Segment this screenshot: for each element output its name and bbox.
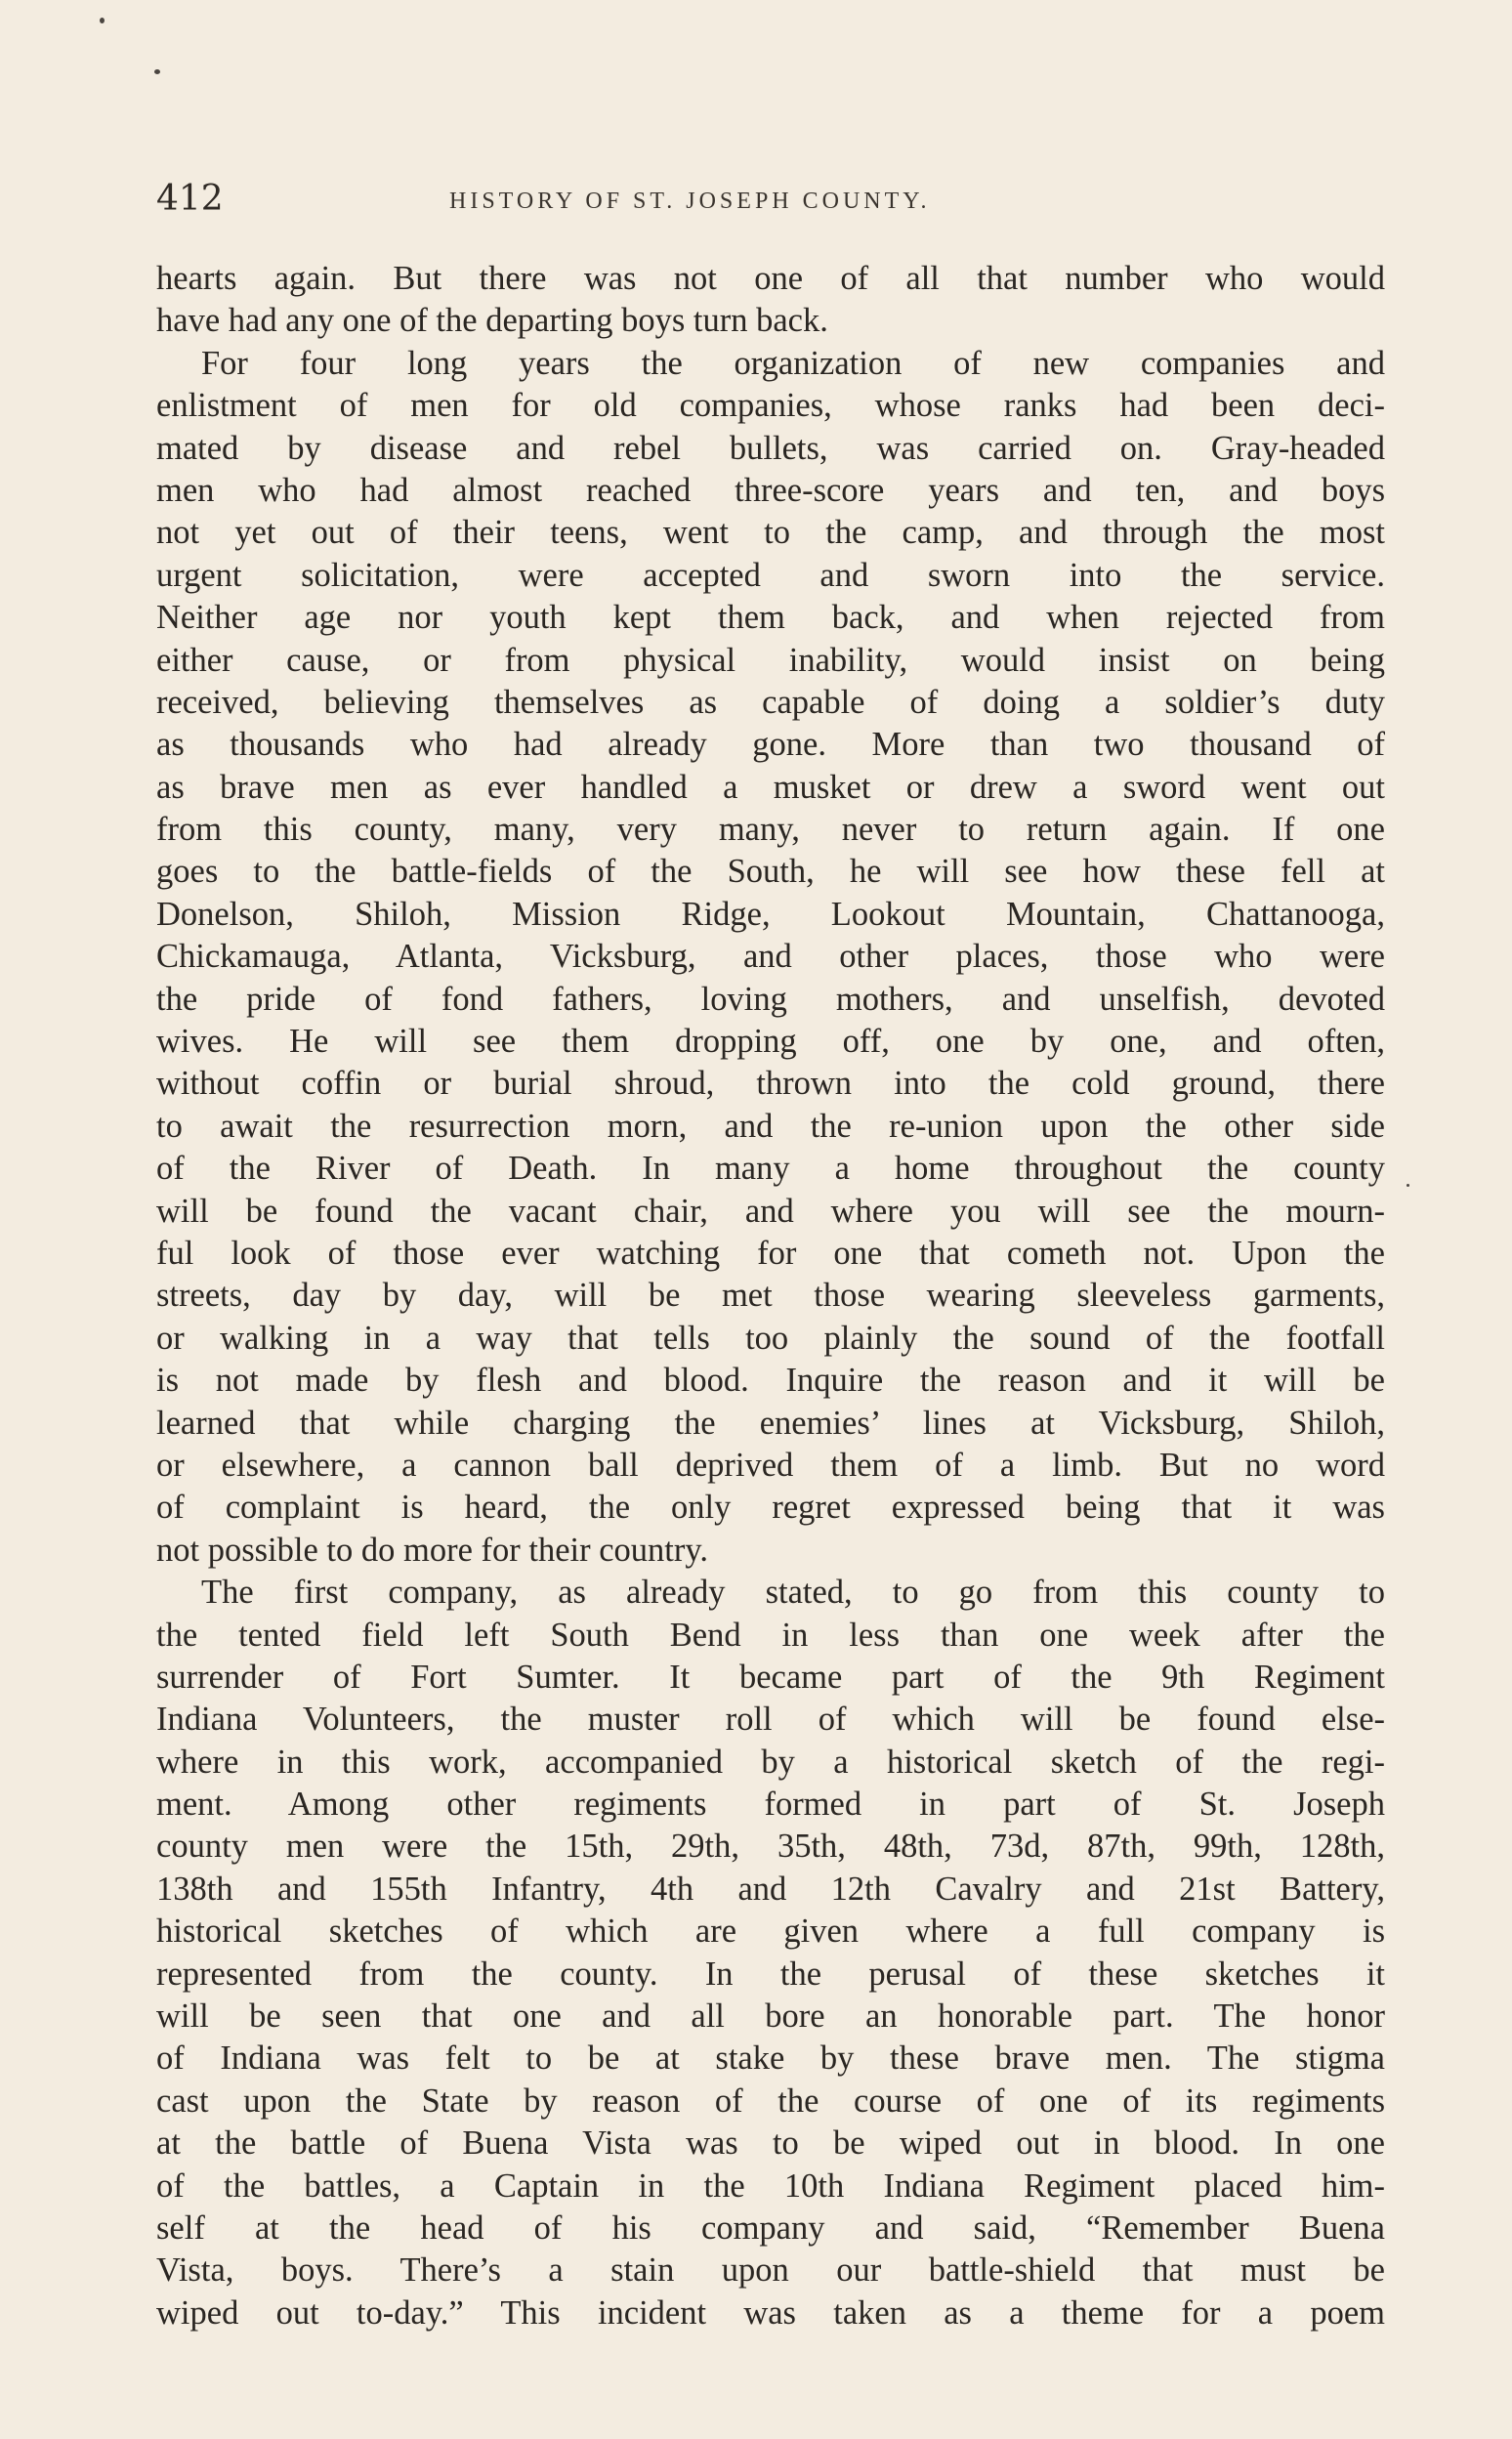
text-line: wiped out to-day.” This incident was taken as a theme for a poem (156, 2293, 1385, 2332)
text-line: Donelson, Shiloh, Mission Ridge, Lookout Mountain, Chattanooga, (156, 895, 1385, 933)
text-line: men who had almost reached three-score years and ten, and boys (156, 471, 1385, 509)
text-line: of complaint is heard, the only regret expressed being that it was (156, 1489, 1385, 1527)
text-line: mated by disease and rebel bullets, was carried on. Gray-headed (156, 429, 1385, 467)
ink-speck (154, 69, 160, 74)
text-line: historical sketches of which are given where a full company is (156, 1913, 1385, 1951)
text-line: goes to the battle-fields of the South, he will see how these fell at (156, 853, 1385, 891)
text-line: represented from the county. In the perusal of these sketches it (156, 1955, 1385, 1993)
text-line: The first company, as already stated, to go from this county to (201, 1574, 1385, 1612)
text-line: received, believing themselves as capable of doing a soldier’s duty (156, 683, 1385, 721)
text-line: the pride of fond fathers, loving mothers, and unselfish, devoted (156, 980, 1385, 1018)
running-title: HISTORY OF ST. JOSEPH COUNTY. (449, 189, 931, 214)
text-line: as brave men as ever handled a musket or drew a sword went out (156, 768, 1385, 806)
text-line: is not made by flesh and blood. Inquire the reason and it will be (156, 1362, 1385, 1400)
text-line: cast upon the State by reason of the course of one of its regiments (156, 2082, 1385, 2120)
paragraph (156, 258, 1385, 343)
text-line: hearts again. But there was not one of all that number who would (156, 260, 1385, 297)
text-line: self at the head of his company and said, “Remember Buena (156, 2208, 1385, 2247)
text-line: Chickamauga, Atlanta, Vicksburg, and other places, those who were (156, 938, 1385, 976)
text-line: the tented field left South Bend in less than one week after the (156, 1616, 1385, 1654)
ink-speck (100, 18, 105, 23)
text-line: will be found the vacant chair, and where you will see the mourn- (156, 1192, 1385, 1230)
text-line: of the battles, a Captain in the 10th Indiana Regiment placed him- (156, 2166, 1385, 2205)
text-line: of the River of Death. In many a home throughout the county (156, 1150, 1385, 1188)
text-line: or elsewhere, a cannon ball deprived them of a limb. But no word (156, 1446, 1385, 1484)
text-line: Vista, boys. There’s a stain upon our battle-shield that must be (156, 2251, 1385, 2290)
ink-speck (1407, 1184, 1409, 1187)
text-line: of Indiana was felt to be at stake by these brave men. The stigma (156, 2040, 1385, 2078)
text-line: learned that while charging the enemies’ lines at Vicksburg, Shiloh, (156, 1404, 1385, 1442)
text-line: enlistment of men for old companies, whose ranks had been deci- (156, 387, 1385, 425)
text-line: from this county, many, very many, never to return again. If one (156, 811, 1385, 849)
text-line: ful look of those ever watching for one that cometh not. Upon the (156, 1234, 1385, 1272)
text-line: to await the resurrection morn, and the re-union upon the other side (156, 1107, 1385, 1145)
text-line: will be seen that one and all bore an honorable part. The honor (156, 1997, 1385, 2036)
text-line: either cause, or from physical inability, would insist on being (156, 641, 1385, 679)
text-line: at the battle of Buena Vista was to be wiped out in blood. In one (156, 2124, 1385, 2163)
text-line: urgent solicitation, were accepted and sworn into the service. (156, 556, 1385, 594)
text-line: Indiana Volunteers, the muster roll of which will be found else- (156, 1701, 1385, 1739)
text-line: where in this work, accompanied by a historical sketch of the regi- (156, 1743, 1385, 1781)
paragraph (156, 1572, 1385, 2334)
running-head (156, 179, 1379, 222)
text-line: not possible to do more for their country. (156, 1531, 708, 1569)
paragraph (156, 343, 1385, 1572)
text-line: For four long years the organization of new companies and (201, 344, 1385, 382)
text-line: ment. Among other regiments formed in part of St. Joseph (156, 1786, 1385, 1824)
text-line: surrender of Fort Sumter. It became part of the 9th Regiment (156, 1658, 1385, 1696)
text-line: wives. He will see them dropping off, one by one, and often, (156, 1023, 1385, 1061)
text-line: have had any one of the departing boys turn back. (156, 302, 828, 340)
page-number: 412 (156, 179, 224, 219)
text-line: or walking in a way that tells too plainly the sound of the footfall (156, 1319, 1385, 1357)
text-line: Neither age nor youth kept them back, and when rejected from (156, 599, 1385, 637)
text-line: not yet out of their teens, went to the camp, and through the most (156, 514, 1385, 552)
text-line: without coffin or burial shroud, thrown into the cold ground, there (156, 1065, 1385, 1103)
text-line: 138th and 155th Infantry, 4th and 12th Cavalry and 21st Battery, (156, 1870, 1385, 1908)
text-line: county men were the 15th, 29th, 35th, 48th, 73d, 87th, 99th, 128th, (156, 1828, 1385, 1866)
text-line: as thousands who had already gone. More than two thousand of (156, 726, 1385, 764)
body-text (156, 258, 1385, 2334)
text-line: streets, day by day, will be met those wearing sleeveless garments, (156, 1277, 1385, 1315)
